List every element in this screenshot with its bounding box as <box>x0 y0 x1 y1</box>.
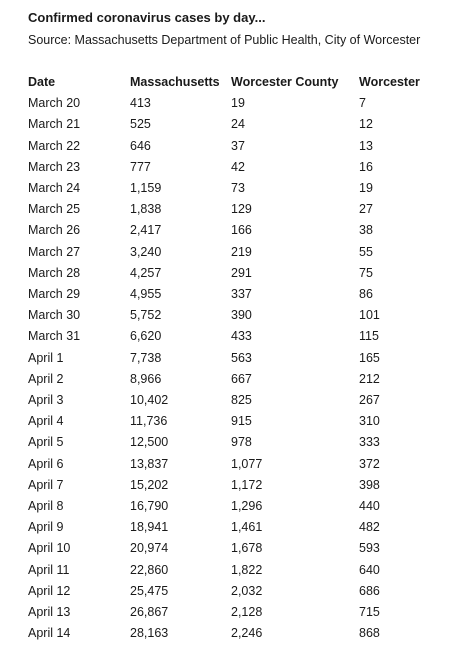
massachusetts-cell: 13,837 <box>130 456 169 471</box>
worcester-county-cell: 825 <box>231 393 252 408</box>
massachusetts-cell: 15,202 <box>130 477 169 492</box>
worcester-county-cell: 219 <box>231 244 252 259</box>
worcester-cell: 212 <box>359 371 380 386</box>
date-cell: March 31 <box>28 329 81 344</box>
worcester-county-cell: 915 <box>231 414 252 429</box>
table-row <box>28 411 439 432</box>
table-row <box>28 496 439 517</box>
worcester-county-cell: 1,077 <box>231 456 263 471</box>
table-row <box>28 178 439 199</box>
worcester-cell: 101 <box>359 308 380 323</box>
cases-table <box>28 72 439 644</box>
worcester-county-cell: 978 <box>231 435 252 450</box>
worcester-cell: 19 <box>359 181 373 196</box>
worcester-cell: 55 <box>359 244 373 259</box>
date-cell: March 27 <box>28 244 81 259</box>
date-cell: March 21 <box>28 117 81 132</box>
worcester-cell: 7 <box>359 96 366 111</box>
table-row <box>28 93 439 114</box>
massachusetts-cell: 4,955 <box>130 287 162 302</box>
worcester-cell: 440 <box>359 499 380 514</box>
worcester-cell: 482 <box>359 520 380 535</box>
worcester-county-cell: 2,128 <box>231 605 263 620</box>
header-worcester: Worcester <box>359 75 420 89</box>
table-row <box>28 560 439 581</box>
worcester-cell: 267 <box>359 393 380 408</box>
table-row <box>28 305 439 326</box>
date-cell: March 28 <box>28 265 81 280</box>
massachusetts-cell: 22,860 <box>130 562 169 577</box>
worcester-cell: 165 <box>359 350 380 365</box>
worcester-county-cell: 2,246 <box>231 626 263 641</box>
table-row <box>28 432 439 453</box>
worcester-county-cell: 1,822 <box>231 562 263 577</box>
massachusetts-cell: 4,257 <box>130 265 162 280</box>
date-cell: March 20 <box>28 96 81 111</box>
date-cell: March 25 <box>28 202 81 217</box>
worcester-cell: 75 <box>359 265 373 280</box>
date-cell: April 9 <box>28 520 64 535</box>
worcester-cell: 715 <box>359 605 380 620</box>
date-cell: March 26 <box>28 223 81 238</box>
table-row <box>28 114 439 135</box>
date-cell: March 23 <box>28 159 81 174</box>
header-date: Date <box>28 75 56 89</box>
date-cell: April 12 <box>28 583 71 598</box>
worcester-cell: 115 <box>359 329 379 344</box>
worcester-county-cell: 1,296 <box>231 499 263 514</box>
date-cell: April 3 <box>28 393 64 408</box>
worcester-county-cell: 291 <box>231 265 252 280</box>
date-cell: March 30 <box>28 308 81 323</box>
massachusetts-cell: 7,738 <box>130 350 162 365</box>
worcester-county-cell: 37 <box>231 138 245 153</box>
worcester-cell: 27 <box>359 202 373 217</box>
worcester-county-cell: 433 <box>231 329 252 344</box>
worcester-county-cell: 129 <box>231 202 252 217</box>
date-cell: March 24 <box>28 181 81 196</box>
worcester-cell: 333 <box>359 435 380 450</box>
table-row <box>28 517 439 538</box>
table-row <box>28 454 439 475</box>
table-row <box>28 623 439 644</box>
massachusetts-cell: 25,475 <box>130 583 169 598</box>
worcester-county-cell: 1,678 <box>231 541 263 556</box>
massachusetts-cell: 20,974 <box>130 541 169 556</box>
massachusetts-cell: 12,500 <box>130 435 169 450</box>
worcester-cell: 12 <box>359 117 373 132</box>
worcester-county-cell: 19 <box>231 96 245 111</box>
massachusetts-cell: 1,159 <box>130 181 162 196</box>
massachusetts-cell: 18,941 <box>130 520 169 535</box>
massachusetts-cell: 3,240 <box>130 244 162 259</box>
header-massachusetts: Massachusetts <box>130 75 220 89</box>
worcester-county-cell: 563 <box>231 350 252 365</box>
worcester-county-cell: 390 <box>231 308 252 323</box>
table-row <box>28 242 439 263</box>
worcester-cell: 640 <box>359 562 380 577</box>
worcester-county-cell: 667 <box>231 371 252 386</box>
massachusetts-cell: 11,736 <box>130 414 168 429</box>
table-row <box>28 348 439 369</box>
worcester-county-cell: 1,172 <box>231 477 263 492</box>
table-title: Confirmed coronavirus cases by day... <box>28 10 266 25</box>
massachusetts-cell: 16,790 <box>130 499 169 514</box>
table-row <box>28 157 439 178</box>
source-note: Source: Massachusetts Department of Public Health, City of Worcester <box>28 33 421 47</box>
worcester-cell: 86 <box>359 287 373 302</box>
date-cell: April 14 <box>28 626 71 641</box>
table-row <box>28 602 439 623</box>
massachusetts-cell: 28,163 <box>130 626 169 641</box>
worcester-cell: 372 <box>359 456 380 471</box>
worcester-cell: 868 <box>359 626 380 641</box>
table-body <box>28 93 439 644</box>
massachusetts-cell: 8,966 <box>130 371 162 386</box>
date-cell: April 8 <box>28 499 64 514</box>
table-row <box>28 220 439 241</box>
date-cell: April 2 <box>28 371 64 386</box>
worcester-county-cell: 337 <box>231 287 252 302</box>
worcester-cell: 398 <box>359 477 380 492</box>
date-cell: April 6 <box>28 456 64 471</box>
date-cell: March 22 <box>28 138 81 153</box>
massachusetts-cell: 1,838 <box>130 202 162 217</box>
worcester-cell: 13 <box>359 138 373 153</box>
massachusetts-cell: 2,417 <box>130 223 162 238</box>
date-cell: April 4 <box>28 414 64 429</box>
worcester-county-cell: 73 <box>231 181 245 196</box>
date-cell: March 29 <box>28 287 81 302</box>
date-cell: April 11 <box>28 562 70 577</box>
massachusetts-cell: 10,402 <box>130 393 169 408</box>
worcester-county-cell: 1,461 <box>231 520 263 535</box>
table-row <box>28 475 439 496</box>
worcester-cell: 16 <box>359 159 373 174</box>
worcester-county-cell: 2,032 <box>231 583 263 598</box>
table-row <box>28 326 439 347</box>
table-row <box>28 369 439 390</box>
worcester-cell: 686 <box>359 583 380 598</box>
date-cell: April 5 <box>28 435 64 450</box>
massachusetts-cell: 5,752 <box>130 308 162 323</box>
table-row <box>28 199 439 220</box>
worcester-county-cell: 42 <box>231 159 245 174</box>
massachusetts-cell: 777 <box>130 159 151 174</box>
header-worcester-county: Worcester County <box>231 75 339 89</box>
massachusetts-cell: 525 <box>130 117 151 132</box>
table-row <box>28 263 439 284</box>
worcester-cell: 593 <box>359 541 380 556</box>
table-row <box>28 390 439 411</box>
table-row <box>28 284 439 305</box>
table-row <box>28 538 439 559</box>
date-cell: April 10 <box>28 541 71 556</box>
massachusetts-cell: 646 <box>130 138 151 153</box>
table-row <box>28 581 439 602</box>
worcester-cell: 38 <box>359 223 373 238</box>
date-cell: April 7 <box>28 477 64 492</box>
date-cell: April 1 <box>28 350 64 365</box>
worcester-cell: 310 <box>359 414 380 429</box>
header-row <box>28 72 439 93</box>
massachusetts-cell: 413 <box>130 96 151 111</box>
massachusetts-cell: 26,867 <box>130 605 169 620</box>
worcester-county-cell: 24 <box>231 117 245 132</box>
table-row <box>28 136 439 157</box>
date-cell: April 13 <box>28 605 71 620</box>
massachusetts-cell: 6,620 <box>130 329 162 344</box>
worcester-county-cell: 166 <box>231 223 252 238</box>
